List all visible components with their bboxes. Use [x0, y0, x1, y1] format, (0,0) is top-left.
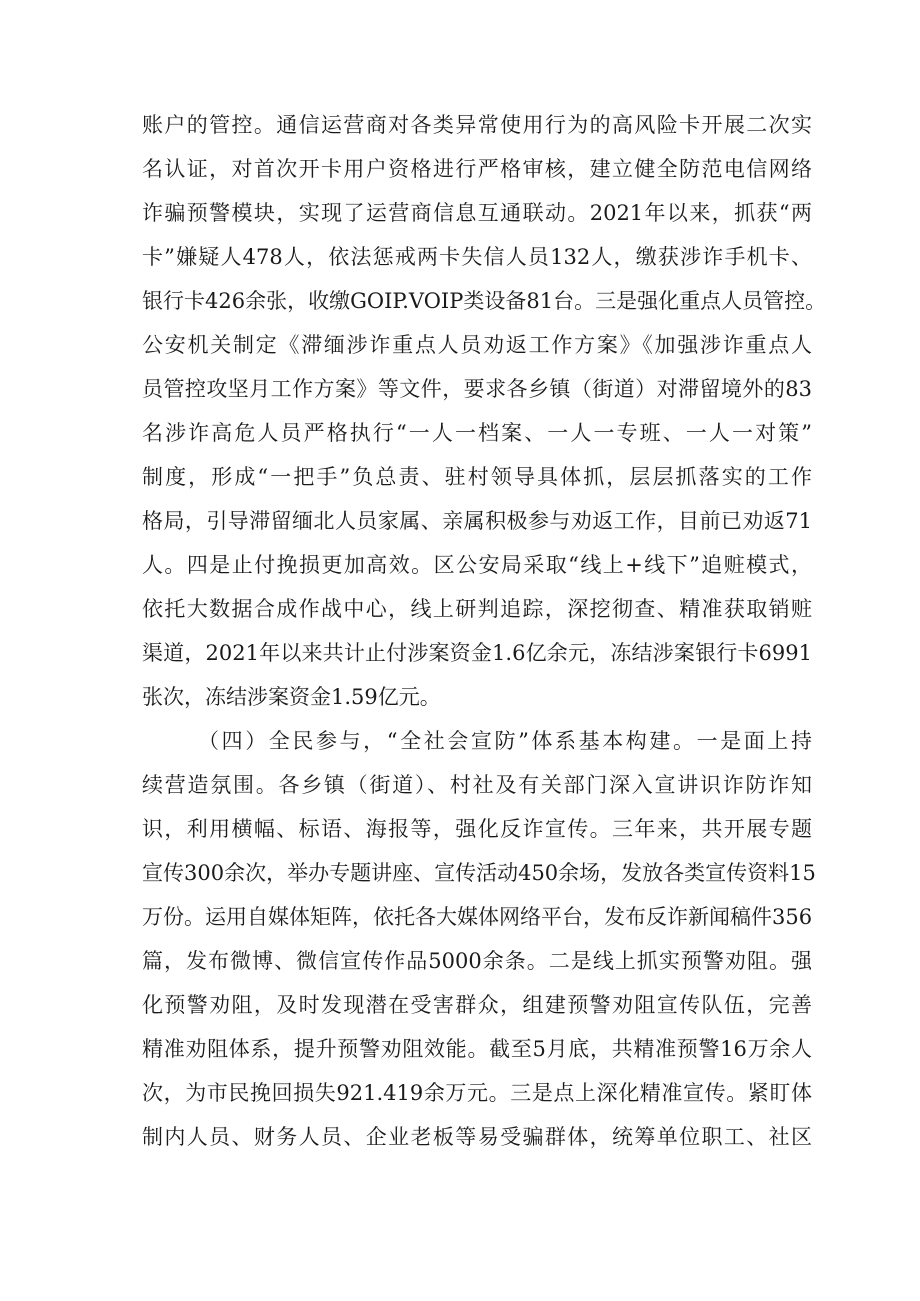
paragraph-public-participation — [142, 719, 816, 1159]
text-line: 诈骗预警模块，实现了运营商信息互通联动。2021年以来，抓获“两 — [142, 201, 812, 225]
text-line: 精准劝阻体系，提升预警劝阻效能。截至5月底，共精准预警16万余人 — [142, 1037, 812, 1061]
text-line: 篇，发布微博、微信宣传作品5000余条。二是线上抓实预警劝阻。强 — [142, 949, 812, 973]
text-line: 账户的管控。通信运营商对各类异常使用行为的高风险卡开展二次实 — [142, 113, 812, 137]
text-line: 员管控攻坚月工作方案》等文件，要求各乡镇（街道）对滞留境外的83 — [142, 377, 812, 401]
text-line: 化预警劝阻，及时发现潜在受害群众，组建预警劝阻宣传队伍，完善 — [142, 993, 812, 1017]
text-line: 人。四是止付挽损更加高效。区公安局采取“线上+线下”追赃模式， — [142, 553, 812, 577]
text-line: 识，利用横幅、标语、海报等，强化反诈宣传。三年来，共开展专题 — [142, 817, 812, 841]
text-line: 次，为市民挽回损失921.419余万元。三是点上深化精准宣传。紧盯体 — [142, 1081, 812, 1105]
text-line: 名认证，对首次开卡用户资格进行严格审核，建立健全防范电信网络 — [142, 157, 812, 181]
text-line: 制度，形成“一把手”负总责、驻村领导具体抓，层层抓落实的工作 — [142, 465, 812, 489]
text-line: 制内人员、财务人员、企业老板等易受骗群体，统筹单位职工、社区 — [142, 1125, 812, 1149]
text-line: 渠道，2021年以来共计止付涉案资金1.6亿余元，冻结涉案银行卡6991 — [142, 641, 812, 665]
text-line: 万份。运用自媒体矩阵，依托各大媒体网络平台，发布反诈新闻稿件356 — [142, 905, 813, 929]
text-line: 公安机关制定《滞缅涉诈重点人员劝返工作方案》《加强涉诈重点人 — [142, 333, 812, 357]
text-line: 名涉诈高危人员严格执行“一人一档案、一人一专班、一人一对策” — [142, 421, 812, 445]
section-heading-line: （四）全民参与，“全社会宣防”体系基本构建。一是面上持 — [198, 729, 812, 753]
text-line: 张次，冻结涉案资金1.59亿元。 — [142, 685, 441, 709]
paragraph-anti-fraud-control — [142, 103, 827, 719]
text-line: 宣传300余次，举办专题讲座、宣传活动450余场，发放各类宣传资料15 — [142, 861, 816, 885]
text-line: 卡”嫌疑人478人，依法惩戒两卡失信人员132人，缴获涉诈手机卡、 — [142, 245, 812, 269]
text-line: 银行卡426余张，收缴GOIP.VOIP类设备81台。三是强化重点人员管控。 — [142, 289, 827, 313]
text-line: 续营造氛围。各乡镇（街道）、村社及有关部门深入宣讲识诈防诈知 — [142, 773, 812, 797]
text-line: 依托大数据合成作战中心，线上研判追踪，深挖彻查、精准获取销赃 — [142, 597, 812, 621]
text-line: 格局，引导滞留缅北人员家属、亲属积极参与劝返工作，目前已劝返71 — [142, 509, 812, 533]
